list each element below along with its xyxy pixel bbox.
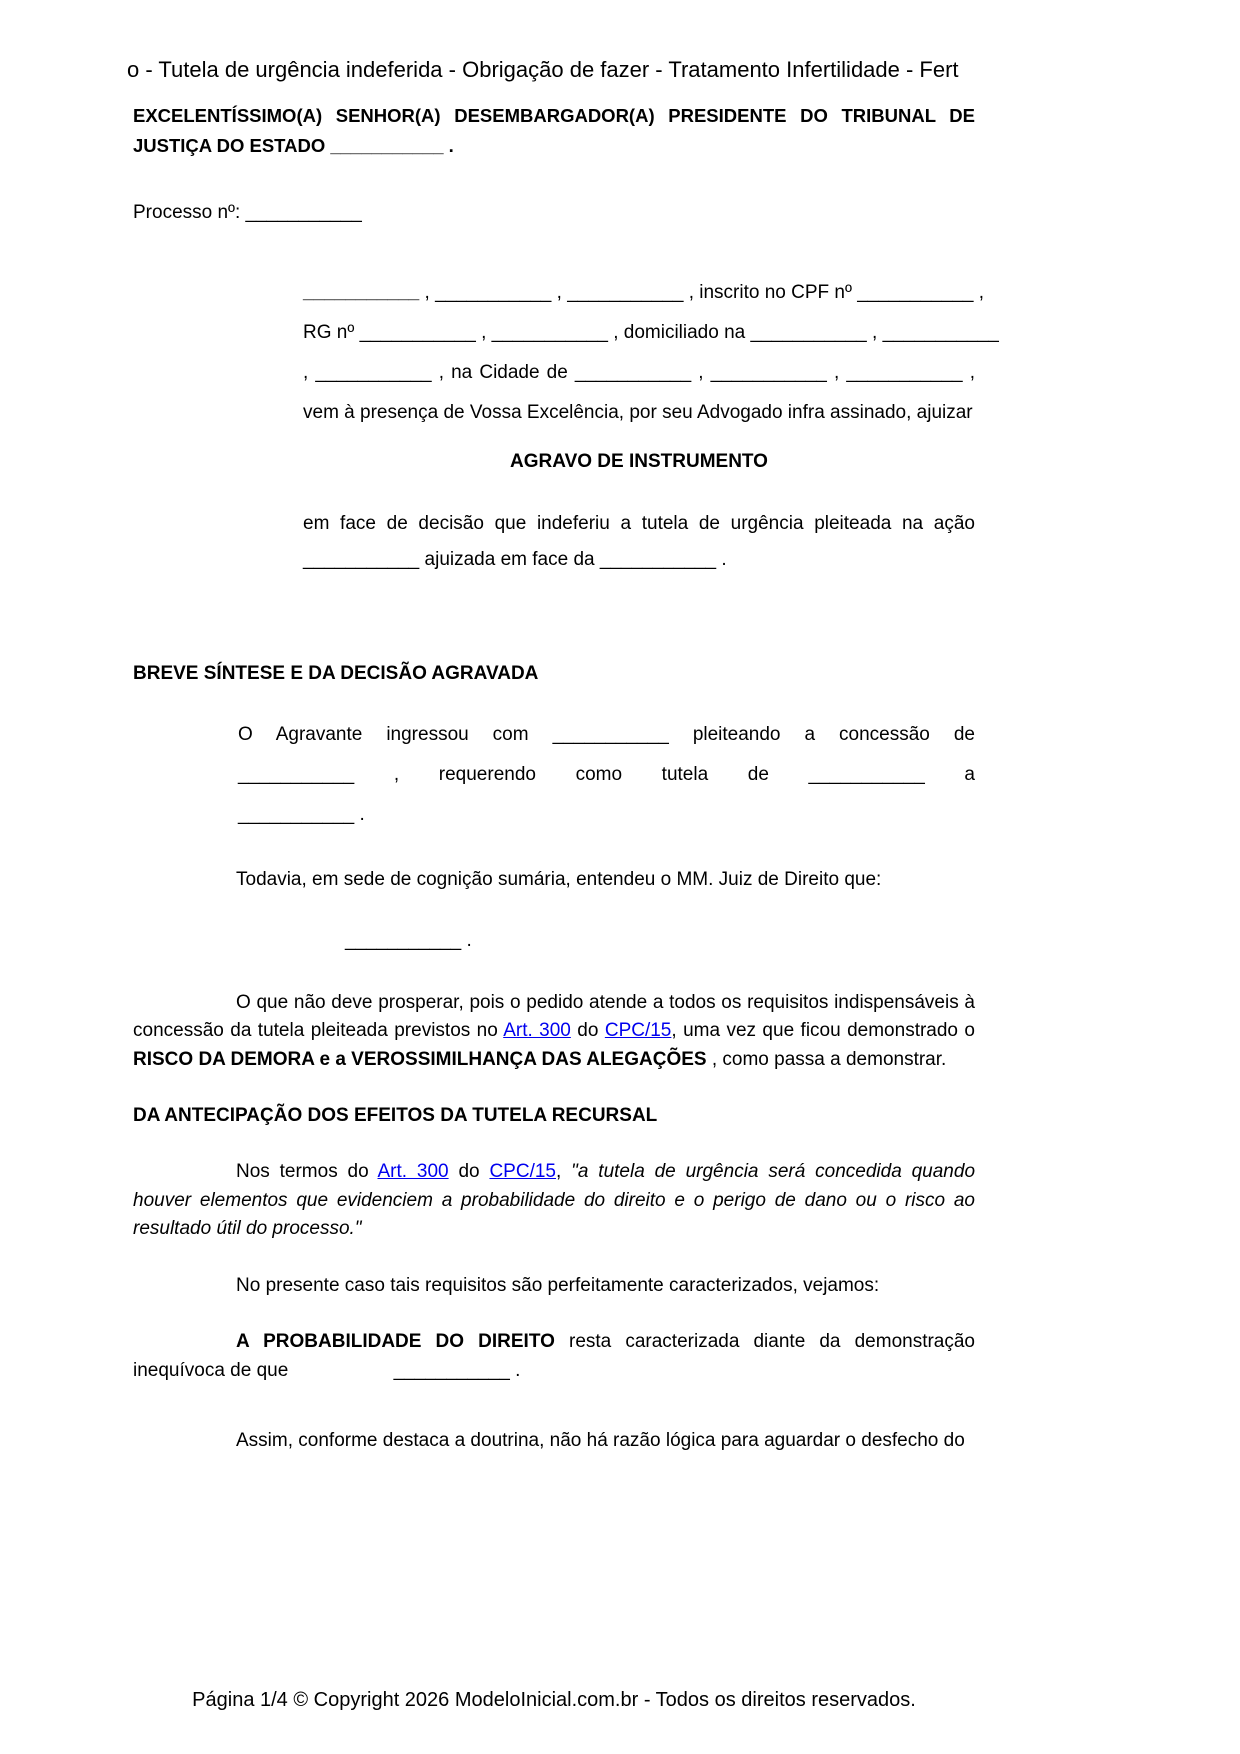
- text-segment: , domiciliado na: [607, 322, 751, 343]
- text-segment: .: [461, 929, 472, 951]
- document-title-header: o - Tutela de urgência indeferida - Obrigação de fazer - Tratamento Infertilidade - Fert: [127, 57, 959, 82]
- text-segment: pleiteando a concessão de: [668, 724, 975, 745]
- section-heading-sintese: BREVE SÍNTESE E DA DECISÃO AGRAVADA: [133, 663, 539, 684]
- text-segment: do: [448, 1161, 490, 1182]
- blank-field: ___________: [552, 724, 669, 745]
- page-footer: Página 1/4 © Copyright 2026 ModeloInicial.com.br - Todos os direitos reservados.: [192, 1689, 916, 1711]
- bold-emphasis-probabilidade: A PROBABILIDADE DO DIREITO: [236, 1331, 555, 1352]
- text-segment: , como passa a demonstrar.: [706, 1048, 947, 1070]
- text-segment: .: [716, 549, 727, 570]
- bold-emphasis-risco: RISCO DA DEMORA e a VEROSSIMILHANÇA DAS ALEGAÇÕES: [133, 1048, 707, 1070]
- text-segment: .: [509, 1359, 521, 1381]
- agravante-line-3: [238, 795, 975, 835]
- qualification-line-2: [303, 313, 999, 353]
- text-segment: ,: [419, 282, 436, 303]
- cpc-15-link[interactable]: CPC/15: [604, 1020, 672, 1041]
- text-segment: do: [570, 1020, 605, 1041]
- blank-field-cidade: ___________: [574, 362, 692, 383]
- blank-field: ___________: [238, 764, 355, 785]
- blank-field: ___________: [808, 764, 925, 785]
- blank-field-cpf: ___________: [857, 282, 974, 303]
- blank-field: ___________: [315, 362, 432, 383]
- text-segment: a: [924, 764, 975, 785]
- blank-field: ___________: [435, 282, 552, 303]
- blank-field-party-name: ___________: [303, 282, 420, 303]
- text-segment: , requerendo como tutela de: [354, 764, 809, 785]
- qualification-line-4: vem à presença de Vossa Excelência, por seu Advogado infra assinado, ajuizar: [303, 402, 973, 423]
- blank-field: ___________: [238, 804, 355, 825]
- text-segment: ,: [973, 282, 985, 303]
- text-segment: ,: [475, 322, 492, 343]
- text-segment: ,: [826, 362, 847, 383]
- text-segment: , uma vez que ficou demonstrado o: [671, 1020, 975, 1041]
- addressee-line-2: [133, 131, 975, 161]
- paragraph-presente: No presente caso tais requisitos são perfeitamente caracterizados, vejamos:: [236, 1274, 880, 1296]
- text-segment: RG nº: [303, 322, 360, 343]
- addressee-line-1: EXCELENTÍSSIMO(A) SENHOR(A) DESEMBARGADOR(A) PRESIDENTE DO TRIBUNAL DE: [133, 105, 975, 126]
- text-segment: .: [443, 135, 454, 156]
- text-segment: , inscrito no CPF nº: [683, 282, 858, 303]
- text-segment: ajuizada em face da: [419, 549, 600, 570]
- qualification-line-1: [303, 273, 985, 313]
- cpc-15-link[interactable]: CPC/15: [489, 1161, 556, 1182]
- emface-paragraph: [303, 506, 975, 578]
- blank-field: ___________: [567, 282, 684, 303]
- blank-field: ___________: [846, 362, 963, 383]
- text-segment: JUSTIÇA DO ESTADO: [133, 135, 331, 156]
- paragraph-todavia: Todavia, em sede de cognição sumária, entendeu o MM. Juiz de Direito que:: [236, 869, 882, 890]
- text-segment: Nos termos do: [236, 1161, 378, 1182]
- blank-field-estado: ___________: [330, 135, 444, 156]
- blank-field: ___________: [393, 1359, 510, 1381]
- blank-field-rg: ___________: [359, 322, 476, 343]
- section-heading-antecipacao: DA ANTECIPAÇÃO DOS EFEITOS DA TUTELA RECURSAL: [133, 1105, 658, 1126]
- text-segment: O Agravante ingressou com: [238, 724, 553, 745]
- blank-field-acao: ___________: [303, 549, 420, 570]
- agravante-line-1: [238, 715, 975, 755]
- text-segment: ,: [962, 362, 976, 383]
- quote-blank-line: [345, 927, 975, 955]
- blank-field-processo: ___________: [245, 202, 362, 223]
- document-main-title: AGRAVO DE INSTRUMENTO: [510, 451, 768, 472]
- agravante-paragraph: [238, 715, 975, 835]
- paragraph-nostermos: [133, 1158, 975, 1244]
- paragraph-naodeve: [133, 989, 975, 1075]
- text-segment: ,: [555, 1161, 572, 1182]
- text-segment: resta caracterizada diante da demonstração inequívoca de que: [133, 1331, 976, 1381]
- paragraph-assim: Assim, conforme destaca a doutrina, não há razão lógica para aguardar o desfecho do: [236, 1430, 965, 1451]
- blank-field-endereco: ___________: [750, 322, 867, 343]
- blank-field: ___________: [882, 322, 999, 343]
- processo-line: [133, 199, 975, 227]
- art-300-link[interactable]: Art. 300: [377, 1161, 449, 1182]
- qualification-line-3: [303, 353, 975, 393]
- emface-line-2: [303, 542, 975, 578]
- text-segment: ,: [303, 362, 316, 383]
- addressee-heading: [133, 101, 975, 161]
- text-segment: ,: [866, 322, 883, 343]
- emface-line-1: em face de decisão que indeferiu a tutela de urgência pleiteada na ação: [303, 513, 975, 534]
- agravante-line-2: [238, 755, 975, 795]
- text-segment: O que não deve prosperar, pois o pedido atende a todos os requisitos indispensáveis à concessão da tutela pleiteada previstos no: [133, 991, 975, 1041]
- blank-field-reu: ___________: [599, 549, 717, 570]
- text-segment: .: [354, 804, 365, 825]
- blank-field: ___________: [491, 322, 608, 343]
- art-300-link[interactable]: Art. 300: [503, 1020, 571, 1041]
- text-segment: ,: [691, 362, 711, 383]
- blank-field-decisao: ___________: [345, 929, 462, 951]
- party-qualification: [303, 273, 999, 433]
- paragraph-probabilidade: [133, 1328, 975, 1385]
- text-segment: , na Cidade de: [431, 362, 575, 383]
- law-quote-italic: "a tutela de urgência será concedida quando houver elementos que evidenciem a probabilidade do direito e o perigo de dano ou o risco ao resultado útil do processo.": [133, 1161, 976, 1239]
- blank-field: ___________: [710, 362, 827, 383]
- text-segment: ,: [551, 282, 568, 303]
- processo-label: Processo nº:: [133, 202, 246, 223]
